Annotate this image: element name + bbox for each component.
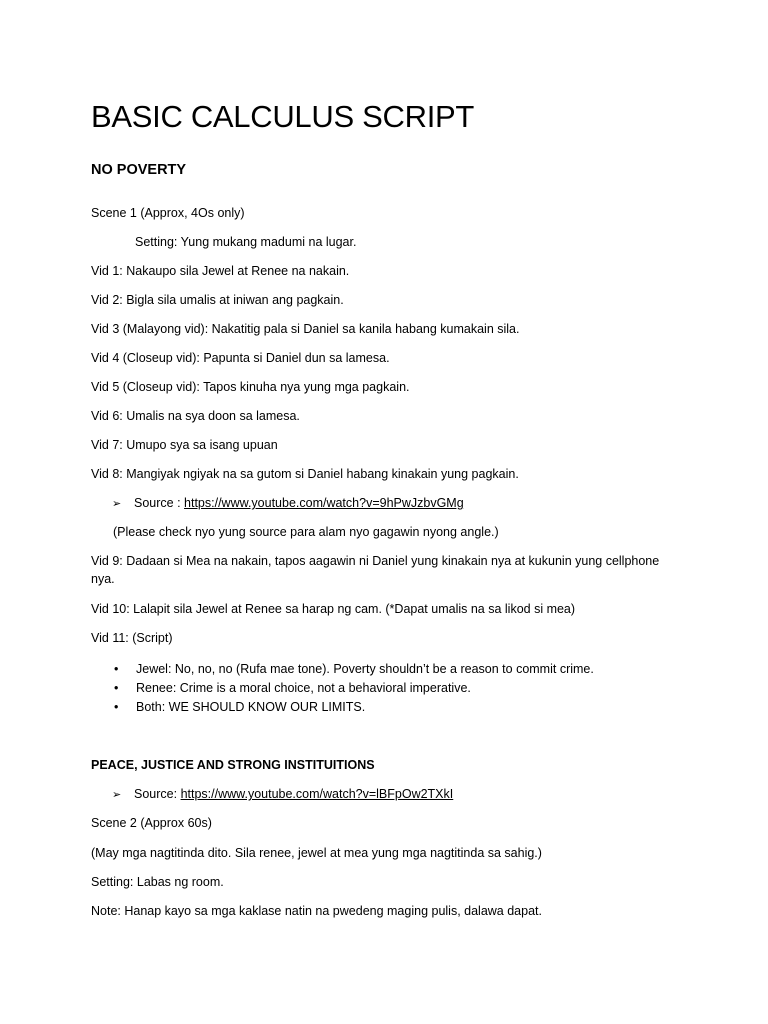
scene-2-note: Note: Hanap kayo sa mga kaklase natin na pwedeng maging pulis, dalawa dapat. [91, 904, 542, 918]
vid-2: Vid 2: Bigla sila umalis at iniwan ang pagkain. [91, 293, 344, 307]
scene-1-setting: Setting: Yung mukang madumi na lugar. [135, 235, 357, 249]
source-label: Source : [134, 496, 185, 510]
script-line-jewel: Jewel: No, no, no (Rufa mae tone). Poverty shouldn’t be a reason to commit crime. [136, 662, 594, 676]
arrow-bullet-icon: ➢ [112, 498, 122, 510]
bullet-dot-icon: • [114, 681, 119, 695]
section-heading-no-poverty: NO POVERTY [91, 162, 187, 178]
vid-6: Vid 6: Umalis na sya doon sa lamesa. [91, 409, 300, 423]
scene-2-description: (May mga nagtitinda dito. Sila renee, jewel at mea yung mga nagtitinda sa sahig.) [91, 846, 542, 860]
vid-1: Vid 1: Nakaupo sila Jewel at Renee na nakain. [91, 264, 350, 278]
section-heading-peace-justice: PEACE, JUSTICE AND STRONG INSTITUITIONS [91, 758, 375, 772]
vid-7: Vid 7: Umupo sya sa isang upuan [91, 438, 278, 452]
source-note: (Please check nyo yung source para alam nyo gagawin nyong angle.) [113, 525, 499, 539]
vid-3: Vid 3 (Malayong vid): Nakatitig pala si Daniel sa kanila habang kumakain sila. [91, 322, 520, 336]
source-row-2 [112, 786, 453, 803]
list-item [112, 679, 594, 698]
vid-4: Vid 4 (Closeup vid): Papunta si Daniel dun sa lamesa. [91, 351, 390, 365]
scene-2-label: Scene 2 (Approx 60s) [91, 816, 212, 830]
script-line-both: Both: WE SHOULD KNOW OUR LIMITS. [136, 700, 366, 714]
vid-11: Vid 11: (Script) [91, 631, 173, 645]
source-link-1[interactable]: https://www.youtube.com/watch?v=9hPwJzbvGMg [184, 496, 464, 510]
document-title: BASIC CALCULUS SCRIPT [91, 99, 475, 134]
vid-8: Vid 8: Mangiyak ngiyak na sa gutom si Daniel habang kinakain yung pagkain. [91, 467, 519, 481]
source-label: Source: [134, 787, 181, 801]
vid-5: Vid 5 (Closeup vid): Tapos kinuha nya yung mga pagkain. [91, 380, 410, 394]
vid-10: Vid 10: Lalapit sila Jewel at Renee sa harap ng cam. (*Dapat umalis na sa likod si mea) [91, 602, 576, 616]
bullet-dot-icon: • [114, 700, 119, 714]
scene-2-setting: Setting: Labas ng room. [91, 875, 224, 889]
source-link-2[interactable]: https://www.youtube.com/watch?v=lBFpOw2TXkI [180, 787, 454, 801]
list-item [112, 660, 594, 679]
bullet-dot-icon: • [114, 662, 119, 676]
arrow-bullet-icon: ➢ [112, 789, 122, 801]
vid-9: Vid 9: Dadaan si Mea na nakain, tapos aagawin ni Daniel yung kinakain nya at kukunin yung cellphone nya. [91, 554, 660, 586]
list-item [112, 698, 594, 717]
script-line-renee: Renee: Crime is a moral choice, not a behavioral imperative. [136, 681, 471, 695]
scene-1-label: Scene 1 (Approx, 4Os only) [91, 206, 245, 220]
script-list [112, 660, 594, 717]
source-row-1 [112, 495, 464, 512]
